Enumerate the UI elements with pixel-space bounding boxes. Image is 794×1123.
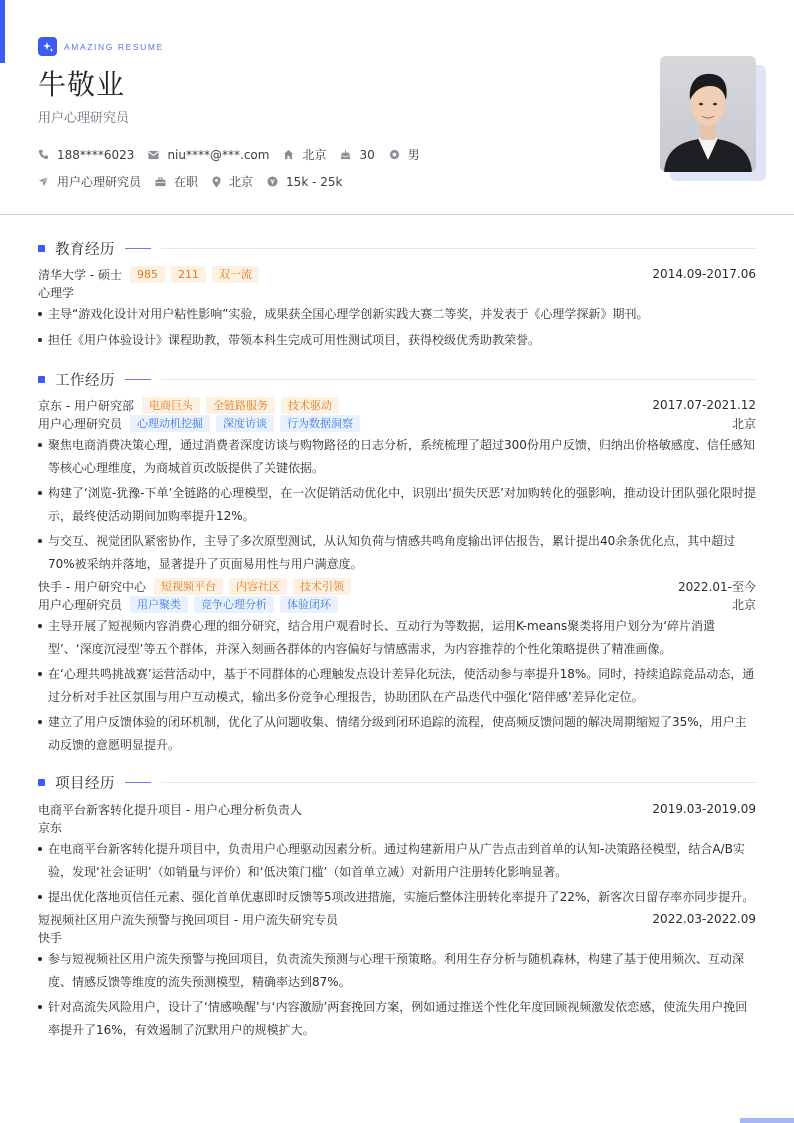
status-item <box>155 173 198 190</box>
list-item: 与交互、视觉团队紧密协作，主导了多次原型测试，从认知负荷与情感共鸣角度输出评估报告，累计提出40余条优化点，其中超过70%被采纳并落地，显著提升了页面易用性与用户满意度。 <box>38 530 756 575</box>
education-bullets <box>38 303 756 351</box>
list-item: 主导“游戏化设计对用户粘性影响”实验，成果获全国心理学创新实践大赛二等奖，并发表于《心理学探新》期刊。 <box>38 303 756 326</box>
brand-text: AMAZING RESUME <box>64 41 164 52</box>
company-name: 快手 - 用户研究中心 <box>38 579 146 594</box>
project-date: 2022.03-2022.09 <box>652 912 756 926</box>
gender-text: 男 <box>407 148 420 162</box>
target-city-text: 北京 <box>229 175 254 189</box>
role: 用户心理研究员 <box>38 597 123 612</box>
tag: 深度访谈 <box>216 415 274 432</box>
section-projects <box>38 772 756 793</box>
work-bullets <box>38 615 756 756</box>
tag: 双一流 <box>212 266 259 283</box>
status-text: 在职 <box>174 175 199 189</box>
work-location: 北京 <box>731 597 756 612</box>
major: 心理学 <box>38 285 75 300</box>
phone-icon <box>38 149 49 160</box>
education-header <box>38 265 756 283</box>
tag: 电商巨头 <box>142 397 200 414</box>
salary-item <box>267 175 342 189</box>
education-entry <box>38 265 756 354</box>
candidate-name: 牛敬业 <box>38 68 126 101</box>
phone-item <box>38 148 134 162</box>
salary-icon <box>267 176 278 187</box>
section-accent-line <box>125 782 151 783</box>
education-date: 2014.09-2017.06 <box>652 267 756 281</box>
email-text: niu****@***.com <box>167 147 270 162</box>
list-item: 提出优化落地页信任元素、强化首单优惠即时反馈等5项改进措施，实施后整体注册转化率提升了22%，新客次日留存率亦同步提升。 <box>38 886 756 909</box>
sparkle-logo-icon <box>38 37 57 56</box>
section-title: 项目经历 <box>55 776 115 792</box>
work-date: 2022.01-至今 <box>678 579 756 594</box>
send-icon <box>38 176 49 187</box>
education-major-row <box>38 283 756 301</box>
city-text: 北京 <box>302 148 327 162</box>
bottom-accent-bar <box>740 1118 794 1123</box>
work-location: 北京 <box>731 416 756 431</box>
section-education <box>38 238 756 259</box>
project-entry <box>38 800 756 912</box>
list-item: 构建了‘浏览-犹豫-下单’全链路的心理模型，在一次促销活动优化中，识别出‘损失厌恶’对加购转化的强影响，推动设计团队强化限时提示，最终使活动期间加购率提升12%。 <box>38 482 756 527</box>
section-line <box>161 782 756 783</box>
section-dot <box>38 779 45 786</box>
city-item <box>283 146 326 163</box>
tag: 体验闭环 <box>280 596 338 613</box>
tag: 用户聚类 <box>130 596 188 613</box>
section-title: 工作经历 <box>55 373 115 389</box>
project-header <box>38 800 756 818</box>
cake-icon <box>340 149 351 160</box>
company-name: 京东 - 用户研究部 <box>38 398 134 413</box>
section-accent-line <box>125 379 151 380</box>
list-item: 聚焦电商消费决策心理，通过消费者深度访谈与购物路径的日志分析，系统梳理了超过300份用户反馈，归纳出价格敏感度、信任感知等核心心理维度，为商城首页改版提供了关键依据。 <box>38 434 756 479</box>
tag: 短视频平台 <box>154 578 223 595</box>
work-role-row <box>38 414 756 432</box>
project-bullets <box>38 948 756 1041</box>
section-dot <box>38 245 45 252</box>
mail-icon <box>148 150 159 160</box>
avatar-photo <box>660 56 756 172</box>
section-work <box>38 369 756 390</box>
project-entry <box>38 910 756 1044</box>
target-city-item <box>212 173 253 190</box>
section-line <box>161 248 756 249</box>
tag: 行为数据洞察 <box>280 415 360 432</box>
list-item: 针对高流失风险用户，设计了‘情感唤醒’与‘内容激励’两套挽回方案，例如通过推送个性化年度回顾视频激发依恋感，使流失用户挽回率提升了16%，有效遏制了沉默用户的规模扩大。 <box>38 996 756 1041</box>
work-entry <box>38 577 756 759</box>
list-item: 在‘心理共鸣挑战赛’运营活动中，基于不同群体的心理触发点设计差异化玩法，使活动参与率提升18%。同时，持续追踪竞品动态，通过分析对手社区氛围与用户互动模式，输出多份竞争心理报告，协助团队在产品迭代中强化‘陪伴感’差异化定位。 <box>38 663 756 708</box>
work-entry <box>38 396 756 578</box>
section-dot <box>38 376 45 383</box>
tag: 内容社区 <box>229 578 287 595</box>
briefcase-icon <box>155 177 166 187</box>
project-title: 短视频社区用户流失预警与挽回项目 - 用户流失研究专员 <box>38 912 338 927</box>
age-text: 30 <box>359 147 375 162</box>
location-icon <box>212 176 221 188</box>
email-item <box>148 148 269 162</box>
section-accent-line <box>125 248 151 249</box>
brand <box>38 37 164 56</box>
work-role-row <box>38 595 756 613</box>
work-header <box>38 396 756 414</box>
list-item: 建立了用户反馈体验的闭环机制，优化了从问题收集、情绪分级到闭环追踪的流程，使高频反馈问题的解决周期缩短了35%，用户主动反馈的意愿明显提升。 <box>38 711 756 756</box>
gender-icon <box>389 149 400 160</box>
contact-row <box>38 146 434 163</box>
list-item: 参与短视频社区用户流失预警与挽回项目，负责流失预测与心理干预策略。利用生存分析与随机森林，构建了基于使用频次、互动深度、情感反馈等维度的流失预测模型，精确率达到87%。 <box>38 948 756 993</box>
accent-bar <box>0 0 5 63</box>
tag: 技术引领 <box>293 578 351 595</box>
job-intent-row <box>38 173 356 190</box>
work-bullets <box>38 434 756 575</box>
work-header <box>38 577 756 595</box>
tag: 技术驱动 <box>281 397 339 414</box>
age-item <box>340 148 374 162</box>
phone-text: 188****6023 <box>57 147 135 162</box>
tag: 211 <box>171 266 206 283</box>
candidate-title: 用户心理研究员 <box>38 111 130 126</box>
project-date: 2019.03-2019.09 <box>652 802 756 816</box>
salary-text: 15k - 25k <box>286 174 343 189</box>
list-item: 主导开展了短视频内容消费心理的细分研究，结合用户观看时长、互动行为等数据，运用K-means聚类将用户划分为‘碎片消遣型’、‘深度沉浸型’等五个群体，并深入刻画各群体的内容偏好与情感需求，为内容推荐的个性化策略提供了精准画像。 <box>38 615 756 660</box>
target-position-item <box>38 173 141 190</box>
school-name: 清华大学 - 硕士 <box>38 267 122 282</box>
project-org-row <box>38 928 756 946</box>
tag: 985 <box>130 266 165 283</box>
work-date: 2017.07-2021.12 <box>652 398 756 412</box>
target-position-text: 用户心理研究员 <box>57 175 142 189</box>
project-org: 快手 <box>38 930 63 945</box>
project-org: 京东 <box>38 820 63 835</box>
project-header <box>38 910 756 928</box>
project-bullets <box>38 838 756 909</box>
gender-item <box>389 146 420 163</box>
tag: 心理动机挖掘 <box>130 415 210 432</box>
section-line <box>161 379 756 380</box>
list-item: 担任《用户体验设计》课程助教，带领本科生完成可用性测试项目，获得校级优秀助教荣誉。 <box>38 329 756 352</box>
tag: 全链路服务 <box>206 397 275 414</box>
section-title: 教育经历 <box>55 242 115 258</box>
role: 用户心理研究员 <box>38 416 123 431</box>
tag: 竞争心理分析 <box>194 596 274 613</box>
project-org-row <box>38 818 756 836</box>
header-divider <box>0 214 794 215</box>
list-item: 在电商平台新客转化提升项目中，负责用户心理驱动因素分析。通过构建新用户从广告点击到首单的认知-决策路径模型，结合A/B实验，发现‘社会证明’（如销量与评价）和‘低决策门槛’（如首单立减）对新用户注册转化影响显著。 <box>38 838 756 883</box>
home-icon <box>283 149 294 160</box>
project-title: 电商平台新客转化提升项目 - 用户心理分析负责人 <box>38 802 302 817</box>
